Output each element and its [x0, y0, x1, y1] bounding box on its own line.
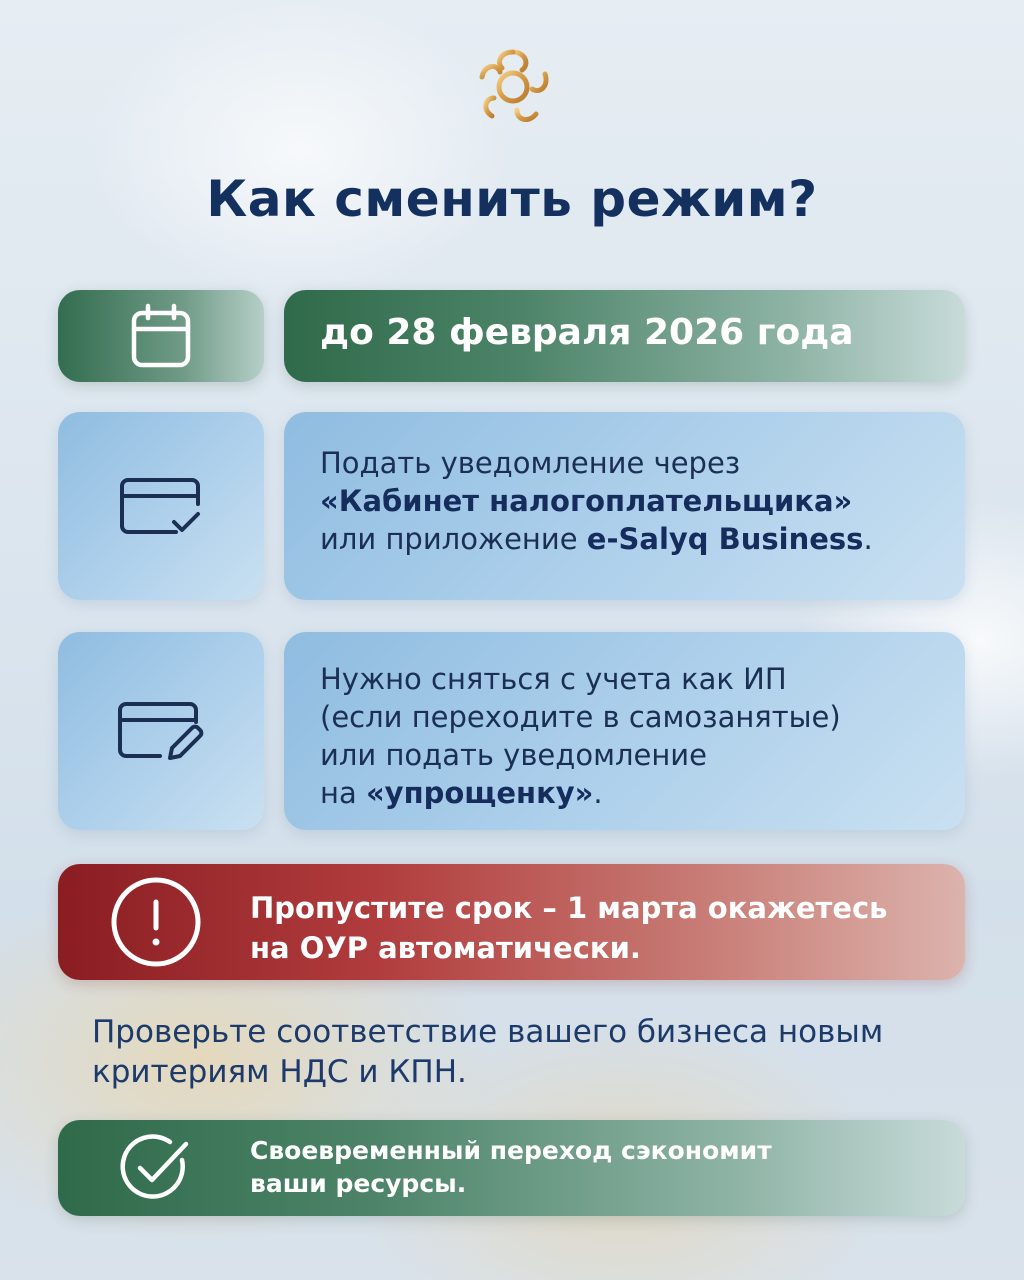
note-line2: критериям НДС и КПН.	[92, 1054, 467, 1090]
calendar-icon	[130, 303, 192, 369]
footer-text	[250, 1134, 772, 1200]
step1-text	[320, 444, 873, 558]
step2-line1: Нужно сняться с учета как ИП	[320, 662, 787, 696]
note-text	[92, 1012, 883, 1092]
step1-line3-suffix: .	[863, 522, 873, 556]
warning-line1: Пропустите срок – 1 марта окажетесь	[250, 891, 888, 925]
note-line1: Проверьте соответствие вашего бизнеса новым	[92, 1014, 884, 1050]
step2-line3: или подать уведомление	[320, 738, 707, 772]
warning-line2: на ОУР автоматически.	[250, 931, 641, 965]
warning-text	[250, 888, 888, 968]
page-title: Как сменить режим?	[206, 170, 818, 228]
step1-app-name: e-Salyq Business	[586, 522, 864, 556]
logo-icon	[470, 44, 556, 130]
check-circle-icon	[116, 1130, 192, 1206]
exclamation-circle-icon	[108, 874, 204, 970]
card-edit-icon	[116, 698, 206, 764]
step1-icon-box	[58, 412, 264, 600]
footer-line2: ваши ресурсы.	[250, 1169, 467, 1198]
footer-line1: Своевременный переход сэкономит	[250, 1136, 772, 1165]
step1-line1: Подать уведомление через	[320, 446, 741, 480]
deadline-icon-box	[58, 290, 264, 382]
step1-line3-prefix: или приложение	[320, 522, 587, 556]
step2-regime-name: «упрощенку»	[365, 776, 594, 810]
card-check-icon	[118, 474, 204, 538]
step2-icon-box	[58, 632, 264, 830]
step2-text	[320, 660, 841, 812]
step2-line4-suffix: .	[593, 776, 603, 810]
deadline-text: до 28 февраля 2026 года	[320, 312, 854, 353]
step1-cabinet-link: «Кабинет налогоплательщика»	[320, 484, 853, 518]
step2-line4-prefix: на	[320, 776, 366, 810]
step2-line2: (если переходите в самозанятые)	[320, 700, 841, 734]
